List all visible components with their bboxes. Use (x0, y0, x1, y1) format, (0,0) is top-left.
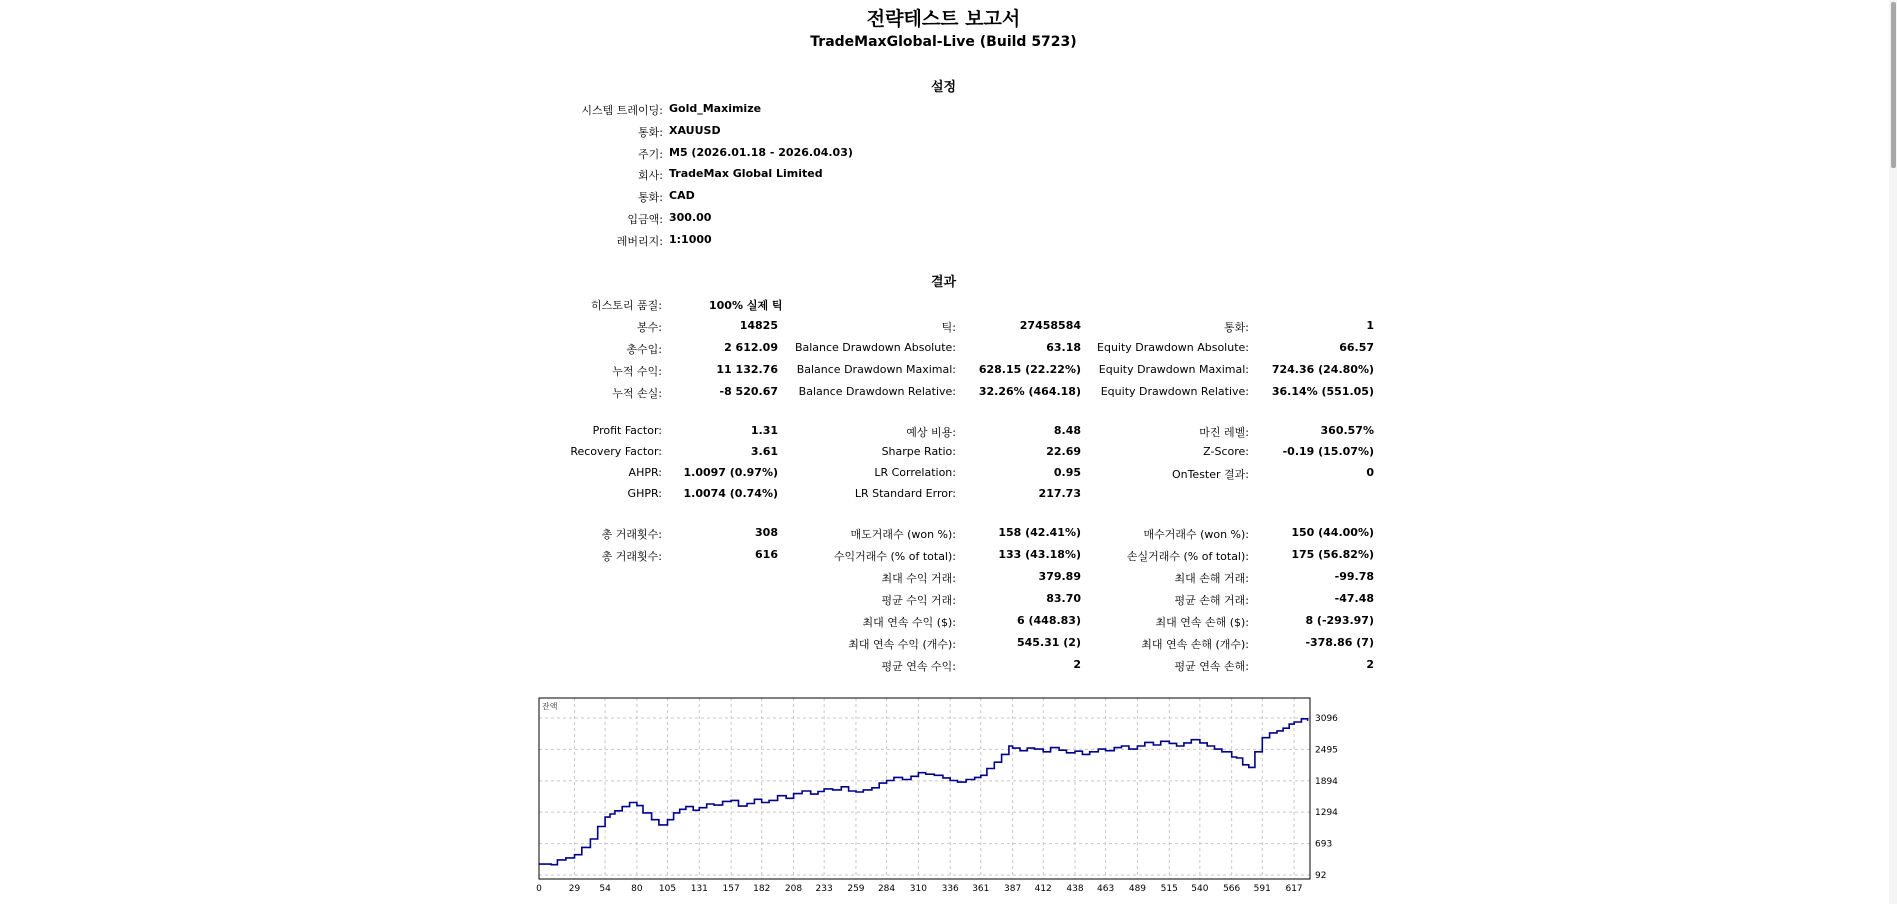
x-tick-label: 29 (568, 884, 581, 894)
result-value: -0.19 (15.07%) (1282, 445, 1374, 458)
result-value: 217.73 (1038, 487, 1081, 500)
result-label: 누적 수익: (612, 365, 662, 378)
result-label: Equity Drawdown Maximal: (1098, 363, 1249, 376)
result-value: 11 132.76 (716, 363, 778, 376)
vertical-scrollbar[interactable] (1889, 0, 1897, 904)
y-axis-ticks (1315, 714, 1338, 881)
result-value: 379.89 (1038, 570, 1081, 583)
x-tick-label: 284 (877, 884, 896, 894)
result-value: -378.86 (7) (1305, 636, 1374, 649)
result-label: 평균 손해 거래: (1174, 594, 1249, 607)
x-tick-label: 361 (972, 884, 990, 894)
result-label: 마진 레벨: (1199, 426, 1249, 439)
x-tick-label: 489 (1128, 884, 1147, 894)
settings-heading: 설정 (930, 80, 957, 95)
result-value: -47.48 (1334, 592, 1374, 605)
result-value: 6 (448.83) (1017, 614, 1081, 627)
y-tick-label: 1294 (1315, 808, 1338, 819)
scrollbar-thumb[interactable] (1891, 2, 1896, 168)
y-tick-label: 92 (1315, 871, 1327, 881)
result-value: 8.48 (1053, 424, 1081, 437)
result-label: 예상 비용: (906, 426, 956, 439)
result-label: 통화: (1224, 321, 1249, 334)
result-value: 1 (1366, 319, 1374, 332)
result-label: Z-Score: (1203, 445, 1249, 458)
result-value: 545.31 (2) (1017, 636, 1081, 649)
result-value: 150 (44.00%) (1291, 526, 1374, 539)
x-tick-label: 105 (658, 884, 677, 894)
x-tick-label: 182 (753, 884, 771, 894)
x-tick-label: 0 (536, 884, 542, 894)
chart-grid (539, 698, 1310, 879)
result-label: 누적 손실: (612, 387, 662, 400)
result-value: 2 (1366, 658, 1374, 671)
x-tick-label: 387 (1004, 884, 1022, 894)
result-value: 1.31 (750, 424, 778, 437)
result-label: 평균 연속 손해: (1174, 660, 1249, 673)
settings-value: CAD (669, 189, 695, 202)
y-tick-label: 2495 (1315, 745, 1338, 756)
result-label: AHPR: (628, 466, 662, 479)
settings-value: XAUUSD (669, 124, 721, 137)
y-tick-label: 693 (1315, 839, 1333, 850)
settings-value: 1:1000 (669, 233, 712, 246)
result-label: 총 거래횟수: (601, 528, 662, 541)
result-label: 평균 수익 거래: (881, 594, 956, 607)
result-value: 0 (1366, 466, 1374, 479)
report-subtitle: TradeMaxGlobal-Live (Build 5723) (810, 34, 1077, 50)
result-label: 최대 연속 손해 (개수): (1141, 638, 1249, 651)
history-quality-value: 100% 실제 틱 (709, 299, 783, 312)
settings-label: 주기: (638, 148, 663, 161)
chart-legend-label: 잔액 (542, 702, 558, 711)
settings-label: 통화: (638, 191, 663, 204)
result-value: 628.15 (22.22%) (978, 363, 1081, 376)
results-heading: 결과 (930, 275, 957, 290)
result-value: 63.18 (1046, 341, 1081, 354)
x-tick-label: 540 (1191, 884, 1209, 894)
result-label: 수익거래수 (% of total): (833, 550, 956, 563)
chart-frame (539, 698, 1310, 879)
result-value: 32.26% (464.18) (978, 385, 1081, 398)
balance-line (539, 719, 1308, 865)
result-label: 봉수: (637, 321, 662, 334)
x-axis-ticks (536, 884, 1303, 894)
settings-value: TradeMax Global Limited (669, 167, 823, 180)
result-value: -99.78 (1334, 570, 1374, 583)
result-value: 3.61 (750, 445, 778, 458)
result-label: 틱: (941, 321, 956, 334)
result-label: LR Correlation: (874, 466, 956, 479)
result-value: 22.69 (1046, 445, 1081, 458)
x-tick-label: 54 (599, 884, 611, 894)
result-label: 손실거래수 (% of total): (1126, 550, 1249, 563)
result-label: Profit Factor: (592, 424, 662, 437)
result-label: 총 거래횟수: (601, 550, 662, 563)
result-label: 총수입: (626, 343, 662, 356)
result-value: 360.57% (1320, 424, 1374, 437)
result-label: 최대 연속 수익 (개수): (848, 638, 956, 651)
result-label: OnTester 결과: (1171, 468, 1249, 481)
y-tick-label: 1894 (1315, 776, 1338, 787)
result-label: 최대 수익 거래: (881, 572, 956, 585)
result-value: -8 520.67 (719, 385, 778, 398)
chart-series (539, 719, 1308, 865)
result-label: 최대 손해 거래: (1174, 572, 1249, 585)
x-tick-label: 233 (815, 884, 833, 894)
result-label: Sharpe Ratio: (881, 445, 956, 458)
result-value: 36.14% (551.05) (1271, 385, 1374, 398)
result-label: Equity Drawdown Absolute: (1097, 341, 1249, 354)
x-tick-label: 336 (941, 884, 959, 894)
settings-label: 시스템 트레이딩: (581, 104, 663, 117)
result-value: 158 (42.41%) (998, 526, 1081, 539)
x-tick-label: 463 (1097, 884, 1115, 894)
settings-label: 레버리지: (616, 235, 663, 248)
result-value: 133 (43.18%) (998, 548, 1081, 561)
x-tick-label: 412 (1034, 884, 1052, 894)
y-tick-label: 3096 (1315, 714, 1338, 724)
x-tick-label: 80 (631, 884, 643, 894)
result-label: Equity Drawdown Relative: (1100, 385, 1249, 398)
x-tick-label: 566 (1223, 884, 1241, 894)
settings-label: 통화: (638, 126, 663, 139)
x-tick-label: 617 (1285, 884, 1303, 894)
result-value: 8 (-293.97) (1305, 614, 1374, 627)
result-value: 616 (755, 548, 778, 561)
x-tick-label: 157 (722, 884, 740, 894)
x-tick-label: 208 (784, 884, 803, 894)
result-label: Balance Drawdown Absolute: (794, 341, 956, 354)
balance-chart (536, 697, 1346, 904)
result-label: 최대 연속 손해 ($): (1155, 616, 1249, 629)
result-value: 14825 (739, 319, 778, 332)
x-tick-label: 438 (1066, 884, 1084, 894)
result-label: Recovery Factor: (570, 445, 662, 458)
result-label: 매수거래수 (won %): (1143, 528, 1249, 541)
result-label: 평균 연속 수익: (881, 660, 956, 673)
result-value: 27458584 (1019, 319, 1081, 332)
settings-label: 입금액: (627, 213, 663, 226)
x-tick-label: 515 (1160, 884, 1178, 894)
result-value: 175 (56.82%) (1291, 548, 1374, 561)
result-value: 1.0074 (0.74%) (683, 487, 778, 500)
result-label: Balance Drawdown Maximal: (796, 363, 956, 376)
settings-value: Gold_Maximize (669, 102, 762, 115)
report-title: 전략테스트 보고서 (866, 8, 1021, 30)
settings-value: M5 (2026.01.18 - 2026.04.03) (669, 146, 853, 159)
settings-label: 회사: (638, 169, 663, 182)
result-label: GHPR: (627, 487, 662, 500)
result-value: 83.70 (1046, 592, 1081, 605)
result-value: 1.0097 (0.97%) (683, 466, 778, 479)
result-value: 724.36 (24.80%) (1271, 363, 1374, 376)
settings-value: 300.00 (669, 211, 712, 224)
x-tick-label: 131 (690, 884, 708, 894)
x-tick-label: 591 (1253, 884, 1271, 894)
result-label: Balance Drawdown Relative: (798, 385, 956, 398)
result-value: 2 612.09 (724, 341, 778, 354)
x-tick-label: 310 (909, 884, 927, 894)
x-tick-label: 259 (847, 884, 865, 894)
result-label: 매도거래수 (won %): (850, 528, 956, 541)
result-value: 308 (755, 526, 778, 539)
result-value: 2 (1073, 658, 1081, 671)
result-label: 최대 연속 수익 ($): (862, 616, 956, 629)
result-value: 66.57 (1339, 341, 1374, 354)
result-label: LR Standard Error: (854, 487, 956, 500)
history-quality-label: 히스토리 품질: (591, 299, 662, 312)
result-value: 0.95 (1053, 466, 1081, 479)
